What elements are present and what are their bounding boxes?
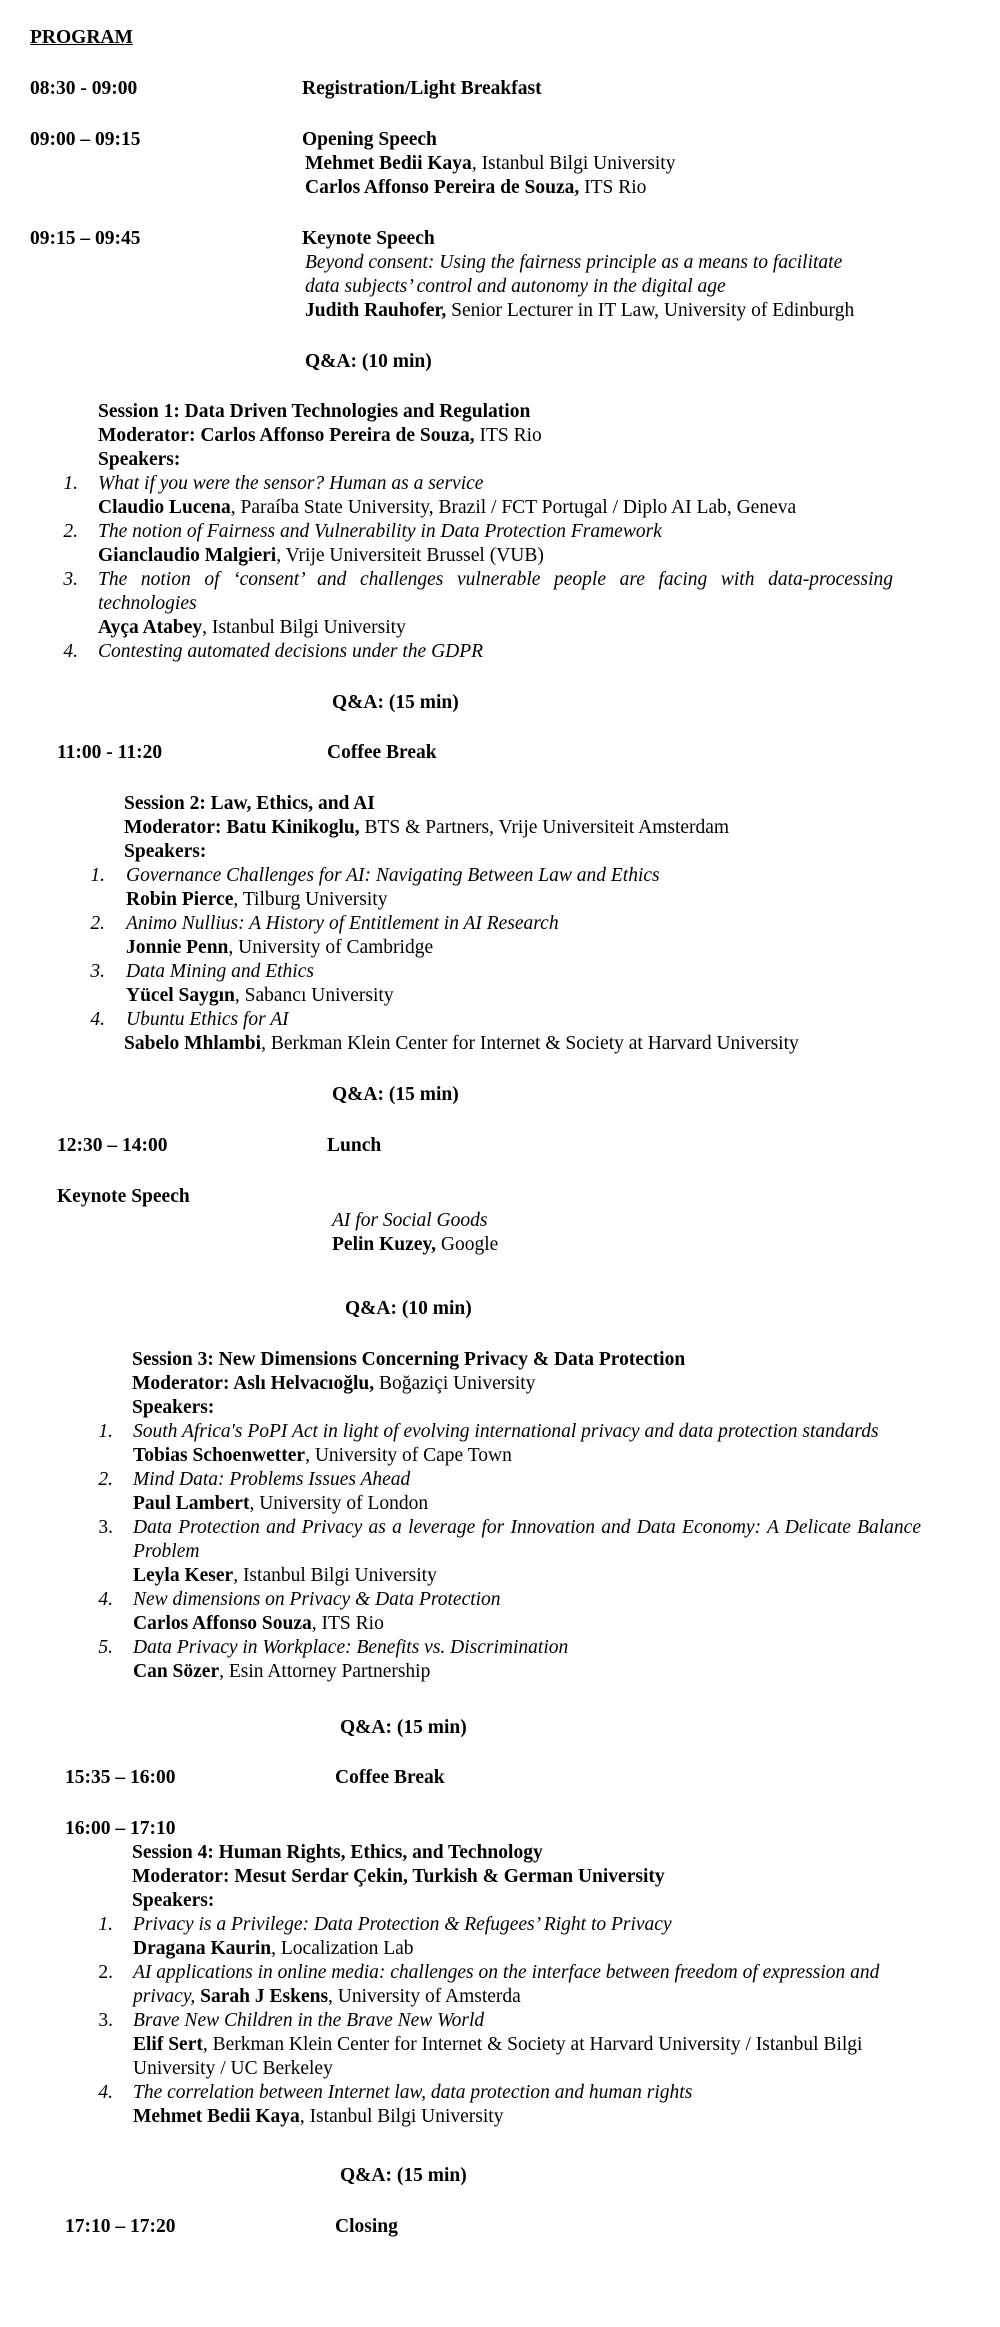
item-number: 4. xyxy=(90,1009,105,1030)
speaker-line: Claudio Lucena, Paraíba State University, Brazil / FCT Portugal / Diplo AI Lab, Geneva xyxy=(98,497,797,518)
session-title: Session 4: Human Rights, Ethics, and Technology xyxy=(132,1842,543,1863)
talk-title: data subjects’ control and autonomy in the digital age xyxy=(305,276,726,297)
talk-title: New dimensions on Privacy & Data Protection xyxy=(133,1589,501,1610)
talk-title: Ubuntu Ethics for AI xyxy=(126,1009,289,1030)
speaker-line: Robin Pierce, Tilburg University xyxy=(126,889,388,910)
slot-title: Lunch xyxy=(327,1135,382,1156)
speaker-line: Tobias Schoenwetter, University of Cape Town xyxy=(133,1445,512,1466)
item-number: 3. xyxy=(90,961,105,982)
talk-title: Data Mining and Ethics xyxy=(126,961,314,982)
speaker-line: Dragana Kaurin, Localization Lab xyxy=(133,1938,414,1959)
qa-label: Q&A: (10 min) xyxy=(305,351,432,372)
item-number: 4. xyxy=(98,1589,113,1610)
slot-time: 16:00 – 17:10 xyxy=(65,1818,176,1839)
talk-title: AI applications in online media: challenges on the interface between freedom of expression and xyxy=(133,1962,880,1983)
item-number: 3. xyxy=(98,2010,113,2031)
talk-title: Data Privacy in Workplace: Benefits vs. Discrimination xyxy=(133,1637,569,1658)
talk-title: The correlation between Internet law, data protection and human rights xyxy=(133,2082,693,2103)
talk-title: Mind Data: Problems Issues Ahead xyxy=(133,1469,411,1490)
speaker-line: Pelin Kuzey, Google xyxy=(332,1234,499,1255)
speaker-line: Can Sözer, Esin Attorney Partnership xyxy=(133,1661,431,1682)
slot-time: 12:30 – 14:00 xyxy=(57,1135,168,1156)
speaker-line: Leyla Keser, Istanbul Bilgi University xyxy=(133,1565,437,1586)
slot-time: 08:30 - 09:00 xyxy=(30,78,138,99)
item-number: 1. xyxy=(98,1914,113,1935)
talk-title: Privacy is a Privilege: Data Protection & Refugees’ Right to Privacy xyxy=(133,1914,672,1935)
talk-title: Data Protection and Privacy as a leverage for Innovation and Data Economy: A Delicate Balance Problem xyxy=(133,1517,921,1562)
slot-title: Coffee Break xyxy=(327,742,437,763)
talk-title: What if you were the sensor? Human as a service xyxy=(98,473,484,494)
session-title: Session 1: Data Driven Technologies and Regulation xyxy=(98,401,531,422)
slot-title: Keynote Speech xyxy=(57,1186,190,1207)
item-number: 3. xyxy=(98,1517,113,1538)
qa-label: Q&A: (15 min) xyxy=(340,1717,467,1738)
talk-title: South Africa's PoPI Act in light of evolving international privacy and data protection standards xyxy=(133,1421,879,1442)
talk-title: The notion of ‘consent’ and challenges vulnerable people are facing with data-processing technologies xyxy=(98,569,893,614)
item-number: 4. xyxy=(63,641,78,662)
qa-label: Q&A: (10 min) xyxy=(345,1298,472,1319)
speaker-line: Gianclaudio Malgieri, Vrije Universiteit Brussel (VUB) xyxy=(98,545,544,566)
slot-time: 09:00 – 09:15 xyxy=(30,129,141,150)
item-number: 5. xyxy=(98,1637,113,1658)
talk-title: AI for Social Goods xyxy=(332,1210,488,1231)
item-number: 2. xyxy=(90,913,105,934)
speaker-line: privacy, Sarah J Eskens, University of Amsterda xyxy=(133,1986,521,2007)
item-number: 1. xyxy=(63,473,78,494)
item-number: 1. xyxy=(98,1421,113,1442)
slot-time: 09:15 – 09:45 xyxy=(30,228,141,249)
speaker-line: Paul Lambert, University of London xyxy=(133,1493,429,1514)
slot-time: 17:10 – 17:20 xyxy=(65,2216,176,2237)
program-title: PROGRAM xyxy=(30,27,133,48)
session-title: Session 2: Law, Ethics, and AI xyxy=(124,793,375,814)
speaker-line: Carlos Affonso Souza, ITS Rio xyxy=(133,1613,384,1634)
speaker-line: Mehmet Bedii Kaya, Istanbul Bilgi University xyxy=(133,2106,504,2127)
speaker-line: Sabelo Mhlambi, Berkman Klein Center for Internet & Society at Harvard University xyxy=(124,1033,799,1054)
talk-title: Contesting automated decisions under the GDPR xyxy=(98,641,484,662)
qa-label: Q&A: (15 min) xyxy=(332,1084,459,1105)
qa-label: Q&A: (15 min) xyxy=(340,2165,467,2186)
slot-title: Closing xyxy=(335,2216,398,2237)
slot-title: Keynote Speech xyxy=(302,228,435,249)
speakers-label: Speakers: xyxy=(132,1397,215,1418)
speaker-line: Yücel Saygın, Sabancı University xyxy=(126,985,394,1006)
speaker-line: Carlos Affonso Pereira de Souza, ITS Rio xyxy=(305,177,647,198)
speakers-label: Speakers: xyxy=(132,1890,215,1911)
speaker-line: Ayça Atabey, Istanbul Bilgi University xyxy=(98,617,406,638)
speaker-line: Jonnie Penn, University of Cambridge xyxy=(126,937,434,958)
speaker-line: Judith Rauhofer, Senior Lecturer in IT Law, University of Edinburgh xyxy=(305,300,855,321)
item-number: 2. xyxy=(98,1962,113,1983)
talk-title: The notion of Fairness and Vulnerability in Data Protection Framework xyxy=(98,521,662,542)
slot-title: Registration/Light Breakfast xyxy=(302,78,542,99)
talk-title: Animo Nullius: A History of Entitlement in AI Research xyxy=(126,913,559,934)
talk-title: Governance Challenges for AI: Navigating Between Law and Ethics xyxy=(126,865,660,886)
talk-title: Brave New Children in the Brave New World xyxy=(133,2010,485,2031)
moderator: Moderator: Batu Kinikoglu, BTS & Partners, Vrije Universiteit Amsterdam xyxy=(124,817,730,838)
moderator: Moderator: Carlos Affonso Pereira de Souza, ITS Rio xyxy=(98,425,542,446)
slot-title: Opening Speech xyxy=(302,129,437,150)
speakers-label: Speakers: xyxy=(124,841,207,862)
item-number: 1. xyxy=(90,865,105,886)
item-number: 2. xyxy=(63,521,78,542)
talk-title: Beyond consent: Using the fairness principle as a means to facilitate xyxy=(305,252,843,273)
item-number: 2. xyxy=(98,1469,113,1490)
slot-time: 15:35 – 16:00 xyxy=(65,1767,176,1788)
slot-time: 11:00 - 11:20 xyxy=(57,742,163,763)
session-title: Session 3: New Dimensions Concerning Privacy & Data Protection xyxy=(132,1349,686,1370)
item-number: 3. xyxy=(63,569,78,590)
speaker-line: Mehmet Bedii Kaya, Istanbul Bilgi University xyxy=(305,153,676,174)
moderator: Moderator: Aslı Helvacıoğlu, Boğaziçi University xyxy=(132,1373,536,1394)
moderator: Moderator: Mesut Serdar Çekin, Turkish & German University xyxy=(132,1866,665,1887)
speakers-label: Speakers: xyxy=(98,449,181,470)
item-number: 4. xyxy=(98,2082,113,2103)
speaker-line: Elif Sert, Berkman Klein Center for Internet & Society at Harvard University / Istanbul Bilgi University / UC Berkeley xyxy=(133,2034,863,2079)
slot-title: Coffee Break xyxy=(335,1767,445,1788)
qa-label: Q&A: (15 min) xyxy=(332,692,459,713)
